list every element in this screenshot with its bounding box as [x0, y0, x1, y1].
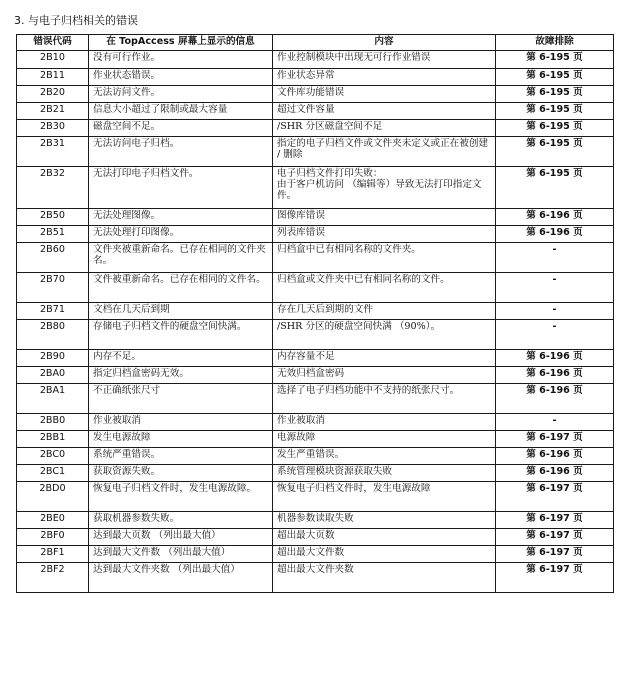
message-cell: 不正确纸张尺寸 — [89, 384, 273, 414]
table-row — [17, 120, 614, 137]
error-code-cell: 2BD0 — [17, 482, 89, 512]
content-cell: 超出最大页数 — [273, 529, 496, 546]
message-cell: 信息大小超过了限制或最大容量 — [89, 103, 273, 120]
content-cell: 恢复电子归档文件时，发生电源故障 — [273, 482, 496, 512]
error-code-cell: 2BA0 — [17, 367, 89, 384]
table-row — [17, 350, 614, 367]
message-cell: 文件被重新命名。已存在相同的文件名。 — [89, 273, 273, 303]
troubleshooting-cell: 第 6-196 页 — [496, 350, 614, 367]
content-cell: 作业状态异常 — [273, 69, 496, 86]
message-cell: 作业状态错误。 — [89, 69, 273, 86]
troubleshooting-cell: 第 6-195 页 — [496, 120, 614, 137]
content-cell: 发生严重错误。 — [273, 448, 496, 465]
error-code-cell: 2B60 — [17, 243, 89, 273]
message-cell: 无法处理打印图像。 — [89, 226, 273, 243]
error-code-cell: 2B90 — [17, 350, 89, 367]
message-cell: 存储电子归档文件的硬盘空间快满。 — [89, 320, 273, 350]
troubleshooting-cell: 第 6-197 页 — [496, 563, 614, 593]
troubleshooting-cell: 第 6-196 页 — [496, 367, 614, 384]
table-row — [17, 167, 614, 209]
content-cell: 图像库错误 — [273, 209, 496, 226]
table-row — [17, 320, 614, 350]
message-cell: 无法访问电子归档。 — [89, 137, 273, 167]
troubleshooting-cell: - — [496, 303, 614, 320]
content-cell: 归档盒或文件夹中已有相同名称的文件。 — [273, 273, 496, 303]
troubleshooting-cell: 第 6-196 页 — [496, 209, 614, 226]
troubleshooting-cell: 第 6-196 页 — [496, 465, 614, 482]
content-cell: 系统管理模块资源获取失败 — [273, 465, 496, 482]
content-cell: 存在几天后到期的文件 — [273, 303, 496, 320]
content-cell: 电源故障 — [273, 431, 496, 448]
table-body — [17, 51, 614, 593]
content-cell: 内存容量不足 — [273, 350, 496, 367]
message-cell: 没有可行作业。 — [89, 51, 273, 69]
message-cell: 发生电源故障 — [89, 431, 273, 448]
table-row — [17, 209, 614, 226]
content-cell: 无效归档盒密码 — [273, 367, 496, 384]
error-code-cell: 2B80 — [17, 320, 89, 350]
table-header-row — [17, 35, 614, 51]
troubleshooting-cell: 第 6-196 页 — [496, 226, 614, 243]
troubleshooting-cell: 第 6-195 页 — [496, 167, 614, 209]
table-row — [17, 243, 614, 273]
troubleshooting-cell: 第 6-195 页 — [496, 51, 614, 69]
error-code-cell: 2B32 — [17, 167, 89, 209]
troubleshooting-cell: - — [496, 320, 614, 350]
table-row — [17, 563, 614, 593]
message-cell: 无法打印电子归档文件。 — [89, 167, 273, 209]
troubleshooting-cell: 第 6-197 页 — [496, 431, 614, 448]
error-code-cell: 2BB0 — [17, 414, 89, 431]
content-cell: 归档盒中已有相同名称的文件夹。 — [273, 243, 496, 273]
table-row — [17, 448, 614, 465]
table-row — [17, 384, 614, 414]
header-topaccess-message: 在 TopAccess 屏幕上显示的信息 — [89, 35, 273, 51]
error-code-cell: 2B71 — [17, 303, 89, 320]
table-row — [17, 546, 614, 563]
content-cell: /SHR 分区磁盘空间不足 — [273, 120, 496, 137]
content-cell: 电子归档文件打印失败： 由于客户机访问 （编辑等）导致无法打印指定文件。 — [273, 167, 496, 209]
error-code-table — [16, 34, 614, 593]
error-code-cell: 2B10 — [17, 51, 89, 69]
error-code-cell: 2BA1 — [17, 384, 89, 414]
error-code-cell: 2BC1 — [17, 465, 89, 482]
troubleshooting-cell: 第 6-196 页 — [496, 384, 614, 414]
troubleshooting-cell: 第 6-197 页 — [496, 529, 614, 546]
message-cell: 达到最大文件夹数 （列出最大值） — [89, 563, 273, 593]
error-code-cell: 2B50 — [17, 209, 89, 226]
error-code-cell: 2B70 — [17, 273, 89, 303]
table-row — [17, 86, 614, 103]
error-code-cell: 2BF1 — [17, 546, 89, 563]
table-row — [17, 103, 614, 120]
table-row — [17, 303, 614, 320]
troubleshooting-cell: 第 6-196 页 — [496, 448, 614, 465]
troubleshooting-cell: 第 6-195 页 — [496, 86, 614, 103]
error-code-cell: 2B20 — [17, 86, 89, 103]
table-row — [17, 69, 614, 86]
content-cell: 超过文件容量 — [273, 103, 496, 120]
message-cell: 作业被取消 — [89, 414, 273, 431]
table-row — [17, 431, 614, 448]
troubleshooting-cell: 第 6-197 页 — [496, 512, 614, 529]
troubleshooting-cell: 第 6-195 页 — [496, 137, 614, 167]
error-code-cell: 2B30 — [17, 120, 89, 137]
header-error-code: 错误代码 — [17, 35, 89, 51]
table-row — [17, 414, 614, 431]
content-cell: 作业控制模块中出现无可行作业错误 — [273, 51, 496, 69]
content-cell: 机器参数读取失败 — [273, 512, 496, 529]
table-row — [17, 137, 614, 167]
message-cell: 获取机器参数失败。 — [89, 512, 273, 529]
message-cell: 达到最大页数 （列出最大值） — [89, 529, 273, 546]
error-code-cell: 2BE0 — [17, 512, 89, 529]
troubleshooting-cell: - — [496, 273, 614, 303]
troubleshooting-cell: 第 6-197 页 — [496, 546, 614, 563]
troubleshooting-cell: 第 6-195 页 — [496, 103, 614, 120]
error-code-cell: 2B31 — [17, 137, 89, 167]
content-cell: 选择了电子归档功能中不支持的纸张尺寸。 — [273, 384, 496, 414]
message-cell: 恢复电子归档文件时，发生电源故障。 — [89, 482, 273, 512]
message-cell: 无法处理图像。 — [89, 209, 273, 226]
table-row — [17, 273, 614, 303]
table-row — [17, 465, 614, 482]
message-cell: 文件夹被重新命名。已存在相同的文件夹名。 — [89, 243, 273, 273]
message-cell: 内存不足。 — [89, 350, 273, 367]
troubleshooting-cell: 第 6-197 页 — [496, 482, 614, 512]
content-cell: 作业被取消 — [273, 414, 496, 431]
content-cell: 列表库错误 — [273, 226, 496, 243]
error-code-cell: 2BC0 — [17, 448, 89, 465]
error-code-cell: 2B51 — [17, 226, 89, 243]
table-row — [17, 367, 614, 384]
message-cell: 达到最大文件数 （列出最大值） — [89, 546, 273, 563]
header-content: 内容 — [273, 35, 496, 51]
content-cell: 文件库功能错误 — [273, 86, 496, 103]
message-cell: 无法访问文件。 — [89, 86, 273, 103]
content-cell: 超出最大文件数 — [273, 546, 496, 563]
message-cell: 获取资源失败。 — [89, 465, 273, 482]
table-row — [17, 482, 614, 512]
message-cell: 系统严重错误。 — [89, 448, 273, 465]
message-cell: 文档在几天后到期 — [89, 303, 273, 320]
error-code-cell: 2BF2 — [17, 563, 89, 593]
table-row — [17, 529, 614, 546]
troubleshooting-cell: - — [496, 243, 614, 273]
troubleshooting-cell: 第 6-195 页 — [496, 69, 614, 86]
content-cell: 指定的电子归档文件或文件夹未定义或正在被创建 / 删除 — [273, 137, 496, 167]
content-cell: /SHR 分区的硬盘空间快满 （90%）。 — [273, 320, 496, 350]
table-row — [17, 226, 614, 243]
section-title: 3. 与电子归档相关的错误 — [14, 14, 138, 27]
error-code-cell: 2BB1 — [17, 431, 89, 448]
table-row — [17, 512, 614, 529]
message-cell: 指定归档盒密码无效。 — [89, 367, 273, 384]
error-code-cell: 2B11 — [17, 69, 89, 86]
table-row — [17, 51, 614, 69]
error-code-cell: 2BF0 — [17, 529, 89, 546]
header-troubleshooting: 故障排除 — [496, 35, 614, 51]
message-cell: 磁盘空间不足。 — [89, 120, 273, 137]
content-cell: 超出最大文件夹数 — [273, 563, 496, 593]
error-code-cell: 2B21 — [17, 103, 89, 120]
troubleshooting-cell: - — [496, 414, 614, 431]
